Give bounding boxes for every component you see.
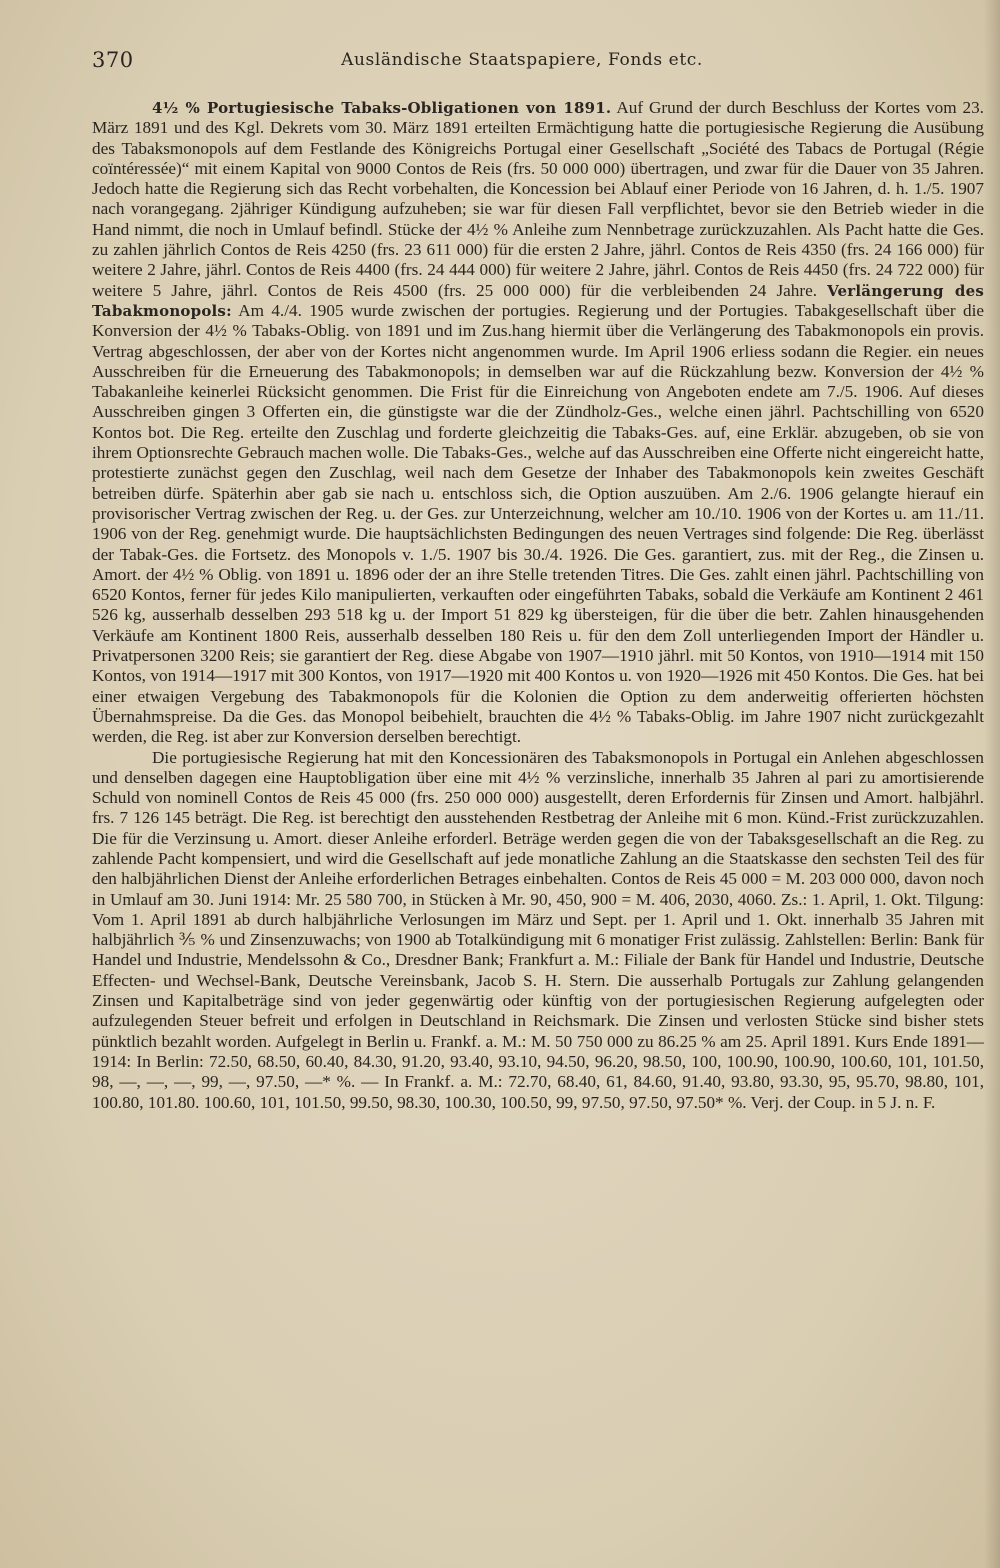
paragraph-1-text-a: Auf Grund der durch Beschluss der Kortes vom 23. März 1891 und des Kgl. Dekrets vom 30. März 1891 erteilten Ermächtigung hatte die portugiesische Regierung die Ausübung des Tabaksmonopols auf dem Festlande des Königreichs Portugal einer Gesellschaft „Société des Tabacs de Portugal (Régie coïntéressée)“ mit einem Kapital von 9000 Contos de Reis (frs. 50 000 000) übertragen, und zwar für die Dauer von 35 Jahren. Jedoch hatte die Regierung sich das Recht vorbehalten, die Koncession bei Ablauf einer Periode von 16 Jahren, d. h. 1./5. 1907 nach vorangegang. 2jähriger Kündigung aufzuheben; sie war für diesen Fall verpflichtet, bevor sie den Betrieb wieder in die Hand nimmt, die noch in Umlauf befindl. Stücke der 4½ % Anleihe zum Nennbetrage zurückzuzahlen. Als Pacht hatte die Ges. zu zahlen jährlich Contos de Reis 4250 (frs. 23 611 000) für die ersten 2 Jahre, jährl. Contos de Reis 4350 (frs. 24 166 000) für weitere 2 Jahre, jährl. Contos de Reis 4400 (frs. 24 444 000) für weitere 2 Jahre, jährl. Contos de Reis 4450 (frs. 24 722 000) für weitere 5 Jahre, jährl. Contos de Reis 4500 (frs. 25 000 000) für die verbleibenden 24 Jahre. — [92, 98, 984, 300]
paragraph-1 — [92, 98, 984, 748]
page-edge-shadow — [984, 0, 1000, 1568]
paragraph-2: Die portugiesische Regierung hat mit den Koncessionären des Tabaksmonopols in Portugal ein Anlehen abgeschlossen und denselben dagegen eine Hauptobligation über eine mit 4½ % verzinsliche, innerhalb 35 Jahren al pari zu amortisierende Schuld von nominell Contos de Reis 45 000 (frs. 250 000 000) ausgestellt, deren Erfordernis für Zinsen und Amort. halbjährl. frs. 7 126 145 beträgt. Die Reg. ist berechtigt den ausstehenden Restbetrag der Anleihe mit 6 mon. Künd.-Frist zurückzuzahlen. Die für die Verzinsung u. Amort. dieser Anleihe erforderl. Beträge werden gegen die von der Tabaksgesellschaft an die Reg. zu zahlende Pacht kompensiert, und wird die Gesellschaft auf jede monatliche Zahlung an die Staatskasse den sechsten Teil des für den halbjährlichen Dienst der Anleihe erforderlichen Betrages einbehalten. Contos de Reis 45 000 = M. 203 000 000, davon noch in Umlauf am 30. Juni 1914: Mr. 25 580 700, in Stücken à Mr. 90, 450, 900 = M. 406, 2030, 4060. Zs.: 1. April, 1. Okt. Tilgung: Vom 1. April 1891 ab durch halbjährliche Verlosungen im März und Sept. per 1. April und 1. Okt. innerhalb 35 Jahren mit halbjährlich ⅗ % und Zinsenzuwachs; von 1900 ab Totalkündigung mit 6 monatiger Frist zulässig. Zahlstellen: Berlin: Bank für Handel und Industrie, Mendelssohn & Co., Dresdner Bank; Frankfurt a. M.: Filiale der Bank für Handel und Industrie, Deutsche Effecten- und Wechsel-Bank, Deutsche Vereinsbank, Jacob S. H. Stern. Die ausserhalb Portugals zur Zahlung gelangenden Zinsen und Kapitalbeträge sind von jeder gegenwärtig oder künftig von der portugiesischen Regierung aufgelegten oder aufzulegenden Steuer befreit und erfolgen in Deutschland in Reichsmark. Die Zinsen und verlosten Stücke sind bisher stets pünktlich bezahlt worden. Aufgelegt in Berlin u. Frankf. a. M.: M. 50 750 000 zu 86.25 % am 25. April 1891. Kurs Ende 1891—1914: In Berlin: 72.50, 68.50, 60.40, 84.30, 91.20, 93.40, 93.10, 94.50, 96.20, 98.50, 100, 100.90, 100.90, 100.60, 101, 101.50, 98, —, —, —, 99, —, 97.50, —* %. — In Frankf. a. M.: 72.70, 68.40, 61, 84.60, 91.40, 93.80, 93.30, 95, 95.70, 98.80, 101, 100.80, 101.80. 100.60, 101, 101.50, 99.50, 98.30, 100.30, 100.50, 99, 97.50, 97.50, 97.50* %. Verj. der Coup. in 5 J. n. F. — [92, 747, 984, 1112]
page-header — [92, 48, 952, 76]
paragraph-1-text-b: Am 4./4. 1905 wurde zwischen der portugies. Regierung und der Portugies. Tabakgesellschaft über die Konversion der 4½ % Tabaks-Oblig. von 1891 und im Zus.hang hiermit über die Verlängerung des Tabakmonopols ein provis. Vertrag abgeschlossen, der aber von der Kortes nicht angenommen wurde. Im April 1906 erliess sodann die Regier. ein neues Ausschreiben für die Erneuerung des Tabakmonopols; in demselben war auf die Rückzahlung bezw. Konversion der 4½ % Tabakanleihe keinerlei Rücksicht genommen. Die Frist für die Einreichung von Angeboten endete am 7./5. 1906. Auf dieses Ausschreiben gingen 3 Offerten ein, die günstigste war die der Zündholz-Ges., welche einen jährl. Pachtschilling von 6520 Kontos bot. Die Reg. erteilte den Zuschlag und forderte gleichzeitig die Tabaks-Ges. auf, eine Erklär. abzugeben, ob sie von ihrem Optionsrechte Gebrauch machen wolle. Die Tabaks-Ges., welche auf das Ausschreiben eine Offerte nicht eingereicht hatte, protestierte zunächst gegen den Zuschlag, weil nach dem Gesetze der Inhaber des Tabakmonopols kein zweites Geschäft betreiben dürfe. Späterhin aber gab sie nach u. entschloss sich, die Option auszuüben. Am 2./6. 1906 gelangte hierauf ein provisorischer Vertrag zwischen der Reg. u. der Ges. zur Unterzeichnung, welcher am 10./10. 1906 von der Kortes u. am 11./11. 1906 von der Reg. genehmigt wurde. Die hauptsächlichsten Bedingungen des neuen Vertrages sind folgende: Die Reg. überlässt der Tabak-Ges. die Fortsetz. des Monopols v. 1./5. 1907 bis 30./4. 1926. Die Ges. garantiert, zus. mit der Reg., die Zinsen u. Amort. der 4½ % Oblig. von 1891 u. 1896 oder der an ihre Stelle tretenden Titres. Die Ges. zahlt einen jährl. Pachtschilling von 6520 Kontos, ferner für jedes Kilo manipulierten, verkauften oder eingeführten Tabaks, sobald die Verkäufe am Kontinent 2 461 526 kg, ausserhalb desselben 293 518 kg u. der Import 51 829 kg übersteigen, für die über die betr. Zahlen hinausgehenden Verkäufe am Kontinent 1800 Reis, ausserhalb desselben 180 Reis u. für den dem Zoll unterliegenden Import der Händler u. Privatpersonen 3200 Reis; sie garantiert der Reg. diese Abgabe von 1907—1910 jährl. mit 50 Kontos, von 1910—1914 mit 150 Kontos, von 1914—1917 mit 300 Kontos, von 1917—1920 mit 400 Kontos u. von 1920—1926 mit 450 Kontos. Die Ges. hat bei einer etwaigen Vergebung des Tabakmonopols für die Kolonien die Option zu dem anderweitig offerierten höchsten Übernahmspreise. Da die Ges. das Monopol beibehielt, brauchten die 4½ % Tabaks-Oblig. im Jahre 1907 nicht zurückgezahlt werden, die Reg. ist aber zur Konversion derselben berechtigt. — [92, 300, 984, 747]
running-title: Ausländische Staatspapiere, Fonds etc. — [341, 50, 703, 70]
article-heading: 4½ % Portugiesische Tabaks-Obligationen von 1891. — [152, 99, 612, 117]
page-number: 370 — [92, 48, 134, 72]
article-body — [92, 98, 984, 1113]
section-subheading: Verlängerung des Tabakmonopols: — [92, 281, 984, 320]
